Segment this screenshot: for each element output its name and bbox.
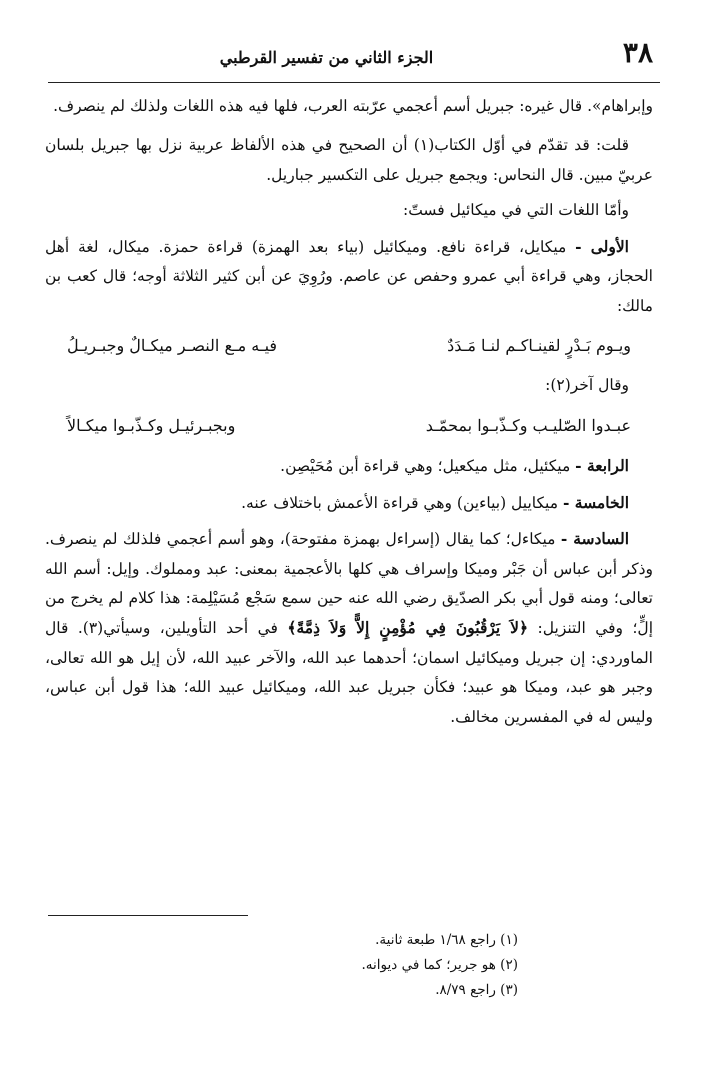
first-form-text: ميكايل، قراءة نافع. وميكائيل (بياء بعد الهمزة) قراءة حمزة. ميكال، لغة أهل الحجاز، وهي قراءة أبي عمرو وحفص عن عاصم. ورُوِيَ عن أبن كثير الثلاثة أوجه؛ قال كعب بن مالك: — [45, 237, 653, 315]
paragraph-4: وقال آخر(٢): — [545, 376, 629, 395]
verse-2-first-hemistich: عبـدوا الصّليـب وكـذّبـوا بمحمّـد — [425, 415, 631, 435]
quran-quote: ﴿لاَ يَرْقُبُونَ فِي مُؤْمِنٍ إِلاًّ وَلاَ ذِمَّةً﴾ — [287, 618, 529, 638]
paragraph-2: قلت: قد تقدّم في أوّل الكتاب(١) أن الصحيح في هذه الألفاظ عربية نزل بها جبريل بلسان عربيّ مبين. قال النحاس: ويجمع جبريل على التكسير جباريل. — [45, 136, 653, 184]
paragraph-sixth-form — [45, 524, 653, 732]
paragraph-fifth-form — [45, 488, 653, 518]
verse-1-second-hemistich: فيـه مـع النصـر ميكـالٌ وجبـريـلُ — [67, 336, 278, 356]
footnote-1: (١) راجع ١/٦٨ طبعة ثانية. — [375, 932, 518, 948]
page-header — [40, 36, 653, 76]
verse-1-first-hemistich: ويـوم بَـدْرٍ لقينـاكـم لنـا مَـدَدٌ — [447, 336, 631, 356]
paragraph-first-form — [45, 232, 653, 321]
running-title: الجزء الثاني من تفسير القرطبي — [219, 48, 434, 67]
sixth-form-text-1: ميكاءل؛ كما يقال (إسراءل بهمزة مفتوحة)، وهو أسم أعجمي فلذلك لم ينصرف. وذكر أبن عباس أن جَبْر وميكا وإسراف هي كلها بالأعجمية بمعنى: عبد ومملوك. وإيل: أسم الله تعالى؛ ومنه قول أبي بكر الصدّيق رضي الله عنه حين سمع سَجْع مُسَيْلِمة: هذا كلام لم يخرج من إلٍّ؛ وفي التنزيل: — [45, 530, 653, 638]
page-number: ٣٨ — [622, 36, 653, 69]
footnote-3: (٣) راجع ٨/٧٩. — [435, 981, 518, 998]
footnotes — [40, 928, 518, 1003]
sixth-form-label: السادسة - — [560, 529, 629, 549]
fourth-form-label: الرابعة - — [575, 456, 629, 476]
footnote-2: (٢) هو جرير؛ كما في ديوانه. — [361, 956, 518, 973]
fifth-form-label: الخامسة - — [562, 492, 629, 512]
fourth-form-text: ميكئيل، مثل ميكعيل؛ وهي قراءة أبن مُحَيْصِن. — [280, 457, 576, 476]
paragraph-3: وأمّا اللغات التي في ميكائيل فستّ: — [402, 201, 629, 220]
footnote-rule — [48, 915, 248, 916]
paragraph-fourth-form — [45, 451, 653, 481]
verse-2-second-hemistich: وبجبـرئيـل وكـذّبـوا ميكـالاً — [67, 415, 236, 435]
header-rule — [48, 82, 660, 83]
paragraph-1: وإبراهام». قال غيره: جبريل أسم أعجمي عرّبته العرب، فلها فيه هذه اللغات ولذلك لم ينصرف. — [53, 97, 653, 115]
verse-1 — [45, 331, 653, 361]
main-text — [45, 92, 653, 738]
verse-2 — [45, 411, 653, 441]
sixth-form-text-2: في أحد التأويلين، وسيأتي(٣). قال الماوردي: إن جبريل وميكائيل اسمان؛ أحدهما عبد الله، والآخر عبيد الله، لأن إيل هو الله تعالى، وجبر هو عبد، وميكا هو عبيد؛ فكأن جبريل عبد الله، وميكائيل عبيد الله؛ هذا قول أبن عباس، وليس له في المفسرين مخالف. — [45, 619, 653, 726]
fifth-form-text: ميكاييل (بياءين) وهي قراءة الأعمش باختلاف عنه. — [241, 493, 563, 512]
first-form-label: الأولى - — [575, 236, 629, 256]
